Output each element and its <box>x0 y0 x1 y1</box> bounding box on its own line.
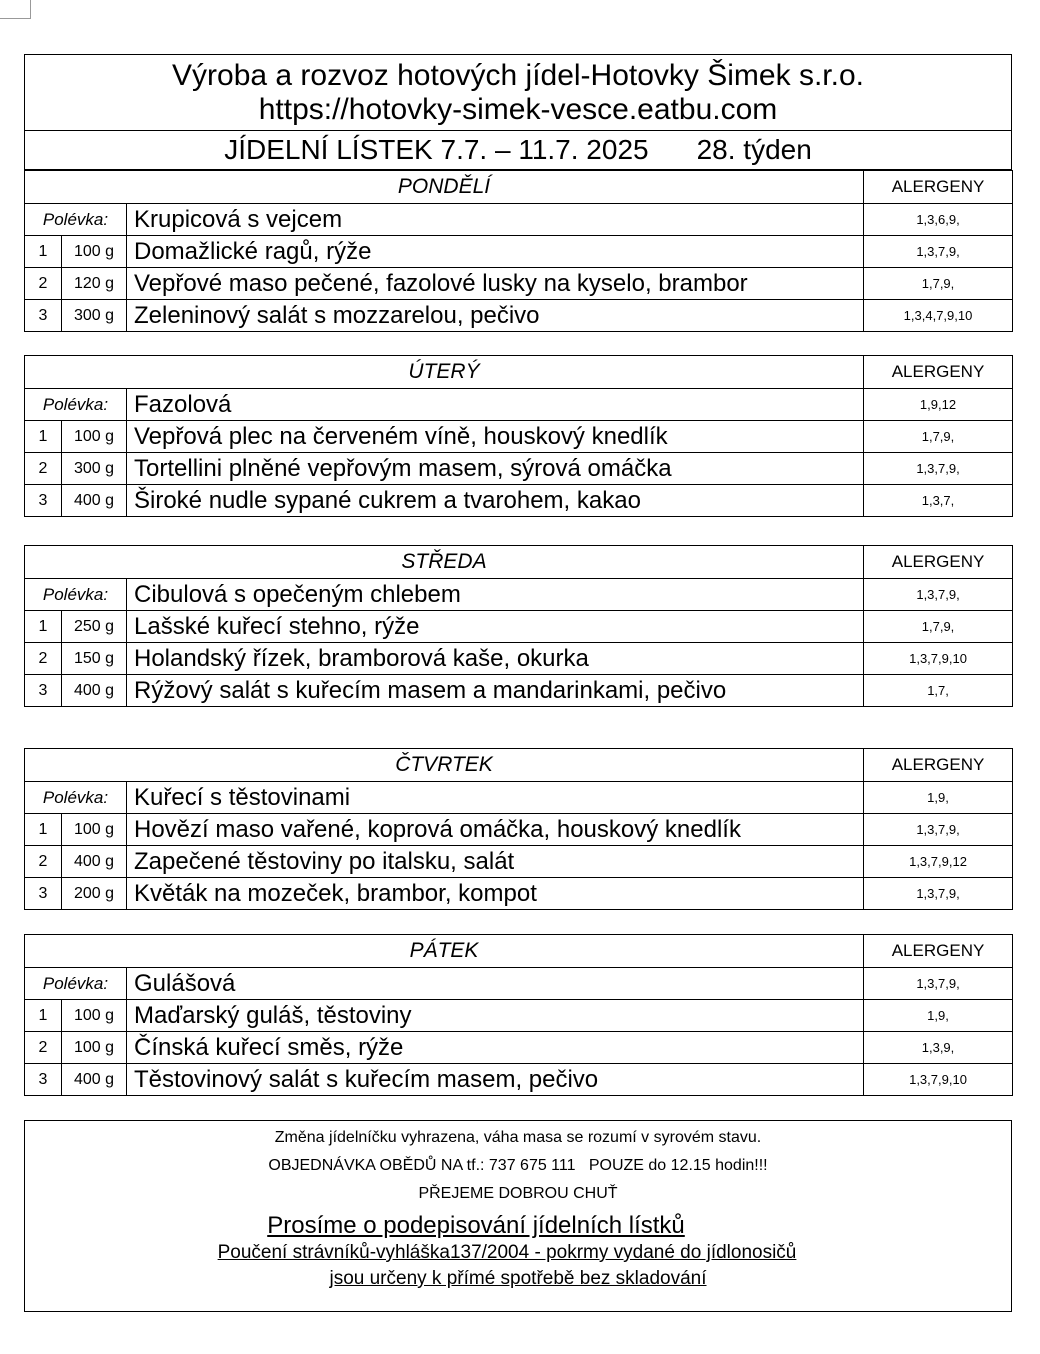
meal-number: 2 <box>25 846 62 878</box>
meal-number: 3 <box>25 485 62 517</box>
allergens-header: ALERGENY <box>864 749 1013 782</box>
menu-title-row <box>25 131 1011 169</box>
soup-row <box>25 968 1013 1000</box>
meal-allergens: 1,3,7,9, <box>864 453 1013 485</box>
day-name: ÚTERÝ <box>25 356 864 389</box>
meal-weight: 200 g <box>62 878 127 910</box>
footer-notice-line-1: Poučení strávníků-vyhláška137/2004 - pokrmy vydané do jídlonosičů <box>217 1242 797 1263</box>
meal-allergens: 1,3,7, <box>864 485 1013 517</box>
day-table-tuesday <box>24 355 1012 517</box>
soup-dish: Cibulová s opečeným chlebem <box>127 579 864 611</box>
allergens-header: ALERGENY <box>864 356 1013 389</box>
meal-allergens: 1,3,7,9, <box>864 878 1013 910</box>
meal-row <box>25 421 1013 453</box>
meal-allergens: 1,9, <box>864 1000 1013 1032</box>
meal-dish: Tortellini plněné vepřovým masem, sýrová omáčka <box>127 453 864 485</box>
meal-dish: Zapečené těstoviny po italsku, salát <box>127 846 864 878</box>
day-table-thursday <box>24 748 1012 910</box>
meal-weight: 100 g <box>62 1032 127 1064</box>
soup-allergens: 1,3,7,9, <box>864 579 1013 611</box>
meal-weight: 400 g <box>62 485 127 517</box>
soup-row <box>25 389 1013 421</box>
meal-dish: Vepřové maso pečené, fazolové lusky na kyselo, brambor <box>127 268 864 300</box>
meal-allergens: 1,3,9, <box>864 1032 1013 1064</box>
day-table-wednesday <box>24 545 1012 707</box>
meal-allergens: 1,3,7,9, <box>864 814 1013 846</box>
meal-dish: Široké nudle sypané cukrem a tvarohem, kakao <box>127 485 864 517</box>
allergens-header: ALERGENY <box>864 171 1013 204</box>
company-title: Výroba a rozvoz hotových jídel-Hotovky Šimek s.r.o. <box>172 59 864 92</box>
meal-row <box>25 643 1013 675</box>
meal-row <box>25 611 1013 643</box>
meal-row <box>25 1064 1013 1096</box>
meal-number: 1 <box>25 236 62 268</box>
meal-row <box>25 236 1013 268</box>
soup-row <box>25 204 1013 236</box>
footer-change-note: Změna jídelníčku vyhrazena, váha masa se rozumí v syrovém stavu. <box>274 1129 762 1146</box>
soup-label: Polévka: <box>25 204 127 236</box>
meal-allergens: 1,7,9, <box>864 421 1013 453</box>
meal-row <box>25 1032 1013 1064</box>
footer-signing-request: Prosíme o podepisování jídelních lístků <box>267 1212 685 1239</box>
meal-number: 2 <box>25 643 62 675</box>
soup-allergens: 1,3,7,9, <box>864 968 1013 1000</box>
meal-dish: Vepřová plec na červeném víně, houskový knedlík <box>127 421 864 453</box>
meal-dish: Domažlické ragů, rýže <box>127 236 864 268</box>
soup-label: Polévka: <box>25 579 127 611</box>
meal-allergens: 1,7,9, <box>864 611 1013 643</box>
day-name: PONDĚLÍ <box>25 171 864 204</box>
meal-row <box>25 878 1013 910</box>
soup-allergens: 1,9, <box>864 782 1013 814</box>
meal-row <box>25 1000 1013 1032</box>
soup-dish: Kuřecí s těstovinami <box>127 782 864 814</box>
meal-number: 1 <box>25 421 62 453</box>
soup-dish: Fazolová <box>127 389 864 421</box>
meal-weight: 250 g <box>62 611 127 643</box>
meal-number: 2 <box>25 453 62 485</box>
meal-allergens: 1,3,7,9, <box>864 236 1013 268</box>
soup-label: Polévka: <box>25 968 127 1000</box>
meal-weight: 400 g <box>62 675 127 707</box>
meal-weight: 120 g <box>62 268 127 300</box>
day-name: ČTVRTEK <box>25 749 864 782</box>
meal-dish: Hovězí maso vařené, koprová omáčka, houskový knedlík <box>127 814 864 846</box>
allergens-header: ALERGENY <box>864 935 1013 968</box>
meal-row <box>25 846 1013 878</box>
meal-dish: Maďarský guláš, těstoviny <box>127 1000 864 1032</box>
meal-weight: 100 g <box>62 814 127 846</box>
meal-number: 3 <box>25 1064 62 1096</box>
meal-row <box>25 300 1013 332</box>
meal-number: 1 <box>25 814 62 846</box>
meal-dish: Lašské kuřecí stehno, rýže <box>127 611 864 643</box>
meal-allergens: 1,3,7,9,10 <box>864 1064 1013 1096</box>
soup-dish: Krupicová s vejcem <box>127 204 864 236</box>
meal-row <box>25 814 1013 846</box>
soup-label: Polévka: <box>25 782 127 814</box>
meal-allergens: 1,3,7,9,12 <box>864 846 1013 878</box>
week-number: 28. týden <box>696 134 812 165</box>
meal-allergens: 1,7, <box>864 675 1013 707</box>
day-name: STŘEDA <box>25 546 864 579</box>
meal-row <box>25 268 1013 300</box>
day-table-monday <box>24 170 1012 332</box>
meal-number: 2 <box>25 268 62 300</box>
meal-dish: Květák na mozeček, brambor, kompot <box>127 878 864 910</box>
meal-dish: Holandský řízek, bramborová kaše, okurka <box>127 643 864 675</box>
meal-number: 1 <box>25 1000 62 1032</box>
meal-number: 2 <box>25 1032 62 1064</box>
meal-number: 3 <box>25 300 62 332</box>
soup-label: Polévka: <box>25 389 127 421</box>
meal-number: 1 <box>25 611 62 643</box>
meal-dish: Zeleninový salát s mozzarelou, pečivo <box>127 300 864 332</box>
meal-weight: 100 g <box>62 421 127 453</box>
meal-dish: Těstovinový salát s kuřecím masem, pečivo <box>127 1064 864 1096</box>
menu-title: JÍDELNÍ LÍSTEK 7.7. – 11.7. 2025 <box>224 134 649 165</box>
meal-weight: 400 g <box>62 846 127 878</box>
meal-dish: Rýžový salát s kuřecím masem a mandarinkami, pečivo <box>127 675 864 707</box>
meal-allergens: 1,3,7,9,10 <box>864 643 1013 675</box>
meal-number: 3 <box>25 675 62 707</box>
meal-weight: 100 g <box>62 236 127 268</box>
soup-row <box>25 579 1013 611</box>
footer-notice-line-2: jsou určeny k přímé spotřebě bez skladování <box>329 1268 707 1289</box>
day-name: PÁTEK <box>25 935 864 968</box>
footer-notes <box>24 1120 1012 1312</box>
allergens-header: ALERGENY <box>864 546 1013 579</box>
meal-allergens: 1,3,4,7,9,10 <box>864 300 1013 332</box>
day-table-friday <box>24 934 1012 1096</box>
meal-weight: 150 g <box>62 643 127 675</box>
meal-allergens: 1,7,9, <box>864 268 1013 300</box>
meal-weight: 300 g <box>62 453 127 485</box>
company-title-area <box>25 55 1011 131</box>
meal-weight: 400 g <box>62 1064 127 1096</box>
company-website[interactable]: https://hotovky-simek-vesce.eatbu.com <box>258 93 778 126</box>
meal-weight: 300 g <box>62 300 127 332</box>
page-corner-mark <box>0 0 31 19</box>
soup-allergens: 1,9,12 <box>864 389 1013 421</box>
meal-dish: Čínská kuřecí směs, rýže <box>127 1032 864 1064</box>
meal-row <box>25 453 1013 485</box>
menu-header <box>24 54 1012 170</box>
soup-row <box>25 782 1013 814</box>
meal-row <box>25 675 1013 707</box>
meal-row <box>25 485 1013 517</box>
footer-wish: PŘEJEME DOBROU CHUŤ <box>418 1185 618 1202</box>
meal-number: 3 <box>25 878 62 910</box>
meal-weight: 100 g <box>62 1000 127 1032</box>
footer-order-info: OBJEDNÁVKA OBĚDŮ NA tf.: 737 675 111 POUZE do 12.15 hodin!!! <box>268 1157 768 1174</box>
soup-dish: Gulášová <box>127 968 864 1000</box>
soup-allergens: 1,3,6,9, <box>864 204 1013 236</box>
